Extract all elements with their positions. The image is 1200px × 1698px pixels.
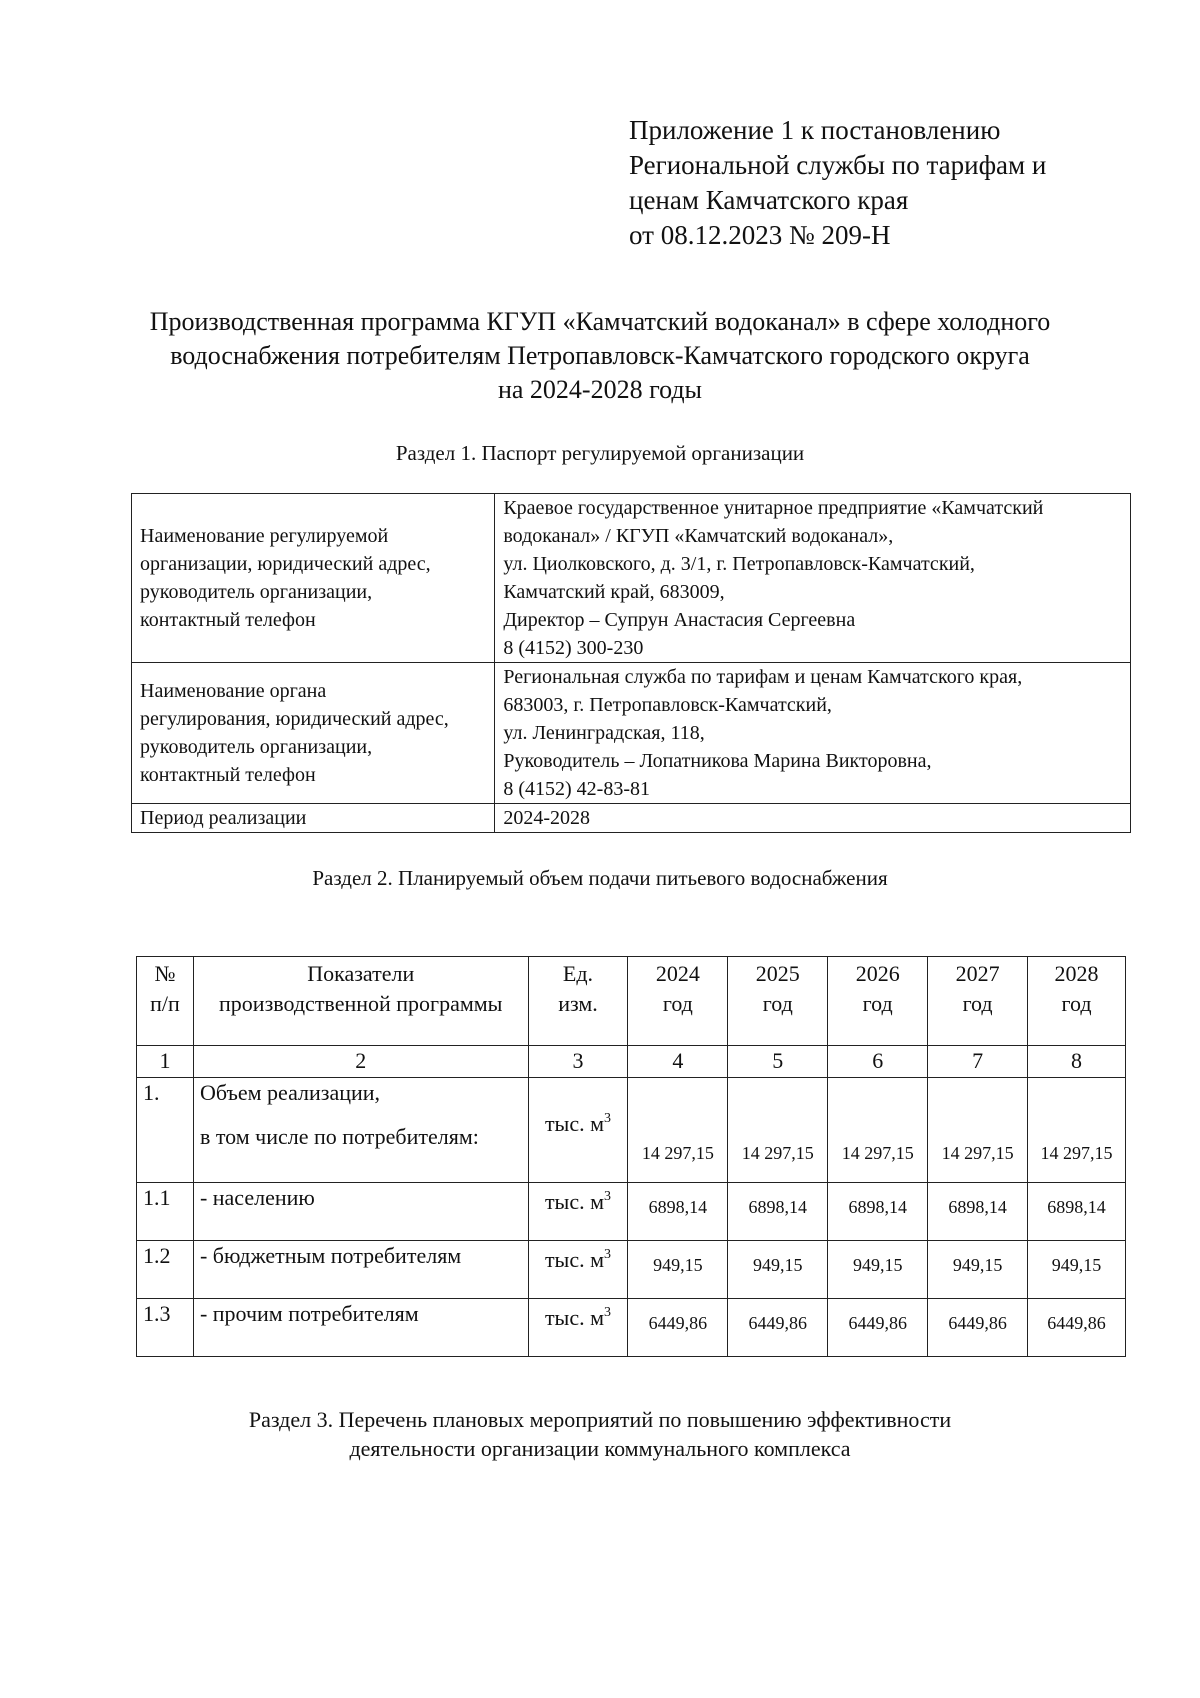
row-unit: тыс. $м^3$ xyxy=(528,1078,628,1183)
row-value: 14 297,15 xyxy=(1028,1078,1126,1183)
row-value: 949,15 xyxy=(1028,1241,1126,1299)
column-number: 8 xyxy=(1028,1046,1126,1078)
row-unit: тыс. $м^3$ xyxy=(528,1183,628,1241)
column-number-row xyxy=(137,1046,1126,1078)
document-title xyxy=(60,305,1140,407)
row-value: 949,15 xyxy=(728,1241,828,1299)
table-row xyxy=(137,1183,1126,1241)
row-indicator: - бюджетным потребителям xyxy=(193,1241,528,1299)
row-indicator: - населению xyxy=(193,1183,528,1241)
appendix-line: от 08.12.2023 № 209-Н xyxy=(629,220,891,250)
appendix-line: ценам Камчатского края xyxy=(629,185,909,215)
column-number: 5 xyxy=(728,1046,828,1078)
section2-heading: Раздел 2. Планируемый объем подачи питьевого водоснабжения xyxy=(312,866,888,890)
appendix-line: Приложение 1 к постановлению xyxy=(629,115,1001,145)
passport-table xyxy=(131,493,1131,833)
table-row xyxy=(137,1241,1126,1299)
header-cell: 2025 год xyxy=(728,957,828,1046)
section1-heading: Раздел 1. Паспорт регулируемой организации xyxy=(395,441,805,465)
column-number: 1 xyxy=(137,1046,194,1078)
table-row xyxy=(137,1299,1126,1357)
row-value: 6898,14 xyxy=(1028,1183,1126,1241)
row-number: 1.2 xyxy=(137,1241,194,1299)
header-cell: 2028 год xyxy=(1028,957,1126,1046)
volume-table xyxy=(136,956,1126,1357)
row-number: 1.1 xyxy=(137,1183,194,1241)
title-line: Производственная программа КГУП «Камчатский водоканал» в сфере холодного xyxy=(149,307,1051,336)
title-line: водоснабжения потребителям Петропавловск-Камчатского городского округа xyxy=(170,341,1030,370)
passport-label: Наименование регулируемой организации, юридический адрес, руководитель организации, контактный телефон xyxy=(132,494,495,663)
row-value: 14 297,15 xyxy=(928,1078,1028,1183)
header-cell: 2026 год xyxy=(828,957,928,1046)
row-value: 6449,86 xyxy=(628,1299,728,1357)
column-number: 6 xyxy=(828,1046,928,1078)
passport-label: Период реализации xyxy=(132,804,495,833)
row-value: 14 297,15 xyxy=(728,1078,828,1183)
column-number: 4 xyxy=(628,1046,728,1078)
row-unit: тыс. $м^3$ xyxy=(528,1299,628,1357)
table-row xyxy=(132,663,1131,804)
title-line: на 2024-2028 годы xyxy=(497,375,703,404)
row-unit: тыс. $м^3$ xyxy=(528,1241,628,1299)
row-value: 949,15 xyxy=(828,1241,928,1299)
row-indicator: - прочим потребителям xyxy=(193,1299,528,1357)
header-cell: № п/п xyxy=(137,957,194,1046)
row-number: 1. xyxy=(137,1078,194,1183)
row-value: 6449,86 xyxy=(1028,1299,1126,1357)
header-cell: Показатели производственной программы xyxy=(193,957,528,1046)
appendix-line: Региональной службы по тарифам и xyxy=(629,150,1047,180)
table-row xyxy=(132,494,1131,663)
table-row xyxy=(137,1078,1126,1183)
passport-value: 2024-2028 xyxy=(495,804,1131,833)
row-value: 6898,14 xyxy=(628,1183,728,1241)
column-number: 3 xyxy=(528,1046,628,1078)
row-value: 949,15 xyxy=(928,1241,1028,1299)
section3-heading-line: Раздел 3. Перечень плановых мероприятий по повышению эффективности xyxy=(248,1407,952,1432)
row-value: 6898,14 xyxy=(928,1183,1028,1241)
header-cell: 2024 год xyxy=(628,957,728,1046)
row-indicator: Объем реализации, в том числе по потребителям: xyxy=(193,1078,528,1183)
column-number: 7 xyxy=(928,1046,1028,1078)
row-value: 6449,86 xyxy=(728,1299,828,1357)
row-number: 1.3 xyxy=(137,1299,194,1357)
header-cell: 2027 год xyxy=(928,957,1028,1046)
row-value: 14 297,15 xyxy=(628,1078,728,1183)
passport-value: Краевое государственное унитарное предприятие «Камчатский водоканал» / КГУП «Камчатский водоканал», ул. Циолковского, д. 3/1, г. Петропавловск-Камчатский, Камчатский край, 683009, Директор – Супрун Анастасия Сергеевна 8 (4152) 300-230 xyxy=(495,494,1131,663)
passport-value: Региональная служба по тарифам и ценам Камчатского края, 683003, г. Петропавловск-Камчатский, ул. Ленинградская, 118, Руководитель – Лопатникова Марина Викторовна, 8 (4152) 42-83-81 xyxy=(495,663,1131,804)
table-row xyxy=(132,804,1131,833)
appendix-note xyxy=(629,113,1149,253)
column-number: 2 xyxy=(193,1046,528,1078)
row-value: 949,15 xyxy=(628,1241,728,1299)
header-cell: Ед. изм. xyxy=(528,957,628,1046)
row-value: 6898,14 xyxy=(728,1183,828,1241)
section3-heading-line: деятельности организации коммунального комплекса xyxy=(349,1436,851,1461)
passport-label: Наименование органа регулирования, юридический адрес, руководитель организации, контактный телефон xyxy=(132,663,495,804)
row-value: 14 297,15 xyxy=(828,1078,928,1183)
header-row xyxy=(137,957,1126,1046)
row-value: 6449,86 xyxy=(928,1299,1028,1357)
row-value: 6898,14 xyxy=(828,1183,928,1241)
row-value: 6449,86 xyxy=(828,1299,928,1357)
section3-heading xyxy=(60,1405,1140,1463)
